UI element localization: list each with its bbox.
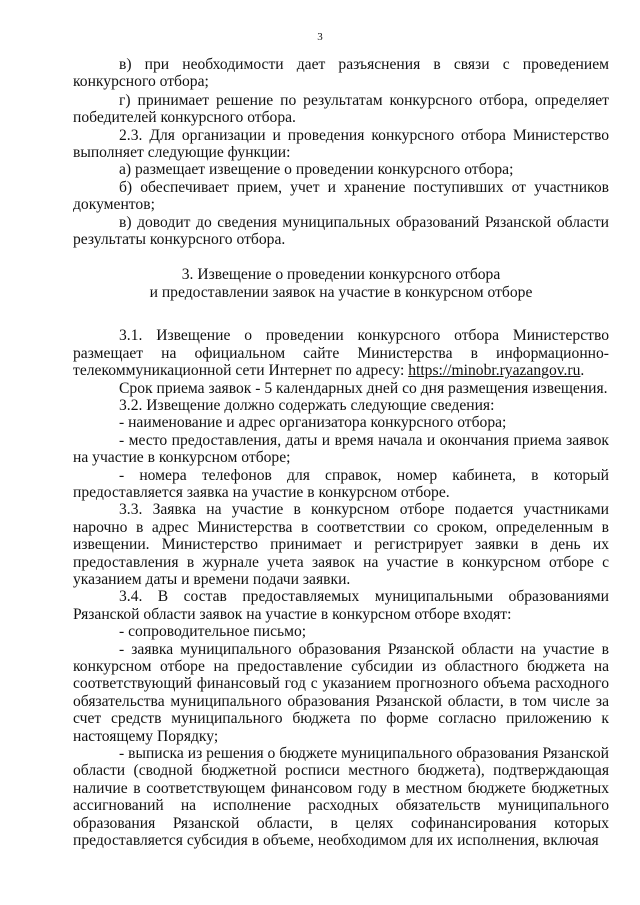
section-heading-line-2: и предоставлении заявок на участие в конкурсном отборе [149, 283, 533, 301]
paragraph: 3.2. Извещение должно содержать следующие сведения: [119, 396, 495, 414]
paragraph: - заявка муниципального образования Рязанской области на участие в конкурсном отборе на предоставление субсидии из областного бюджета на соответствующий финансовый год с указанием прогнозного объема расходного обязательства муниципального образования Рязанской области, в том числе за счет средств муниципального бюджета по форме согласно приложению к настоящему Порядку; [73, 640, 609, 745]
paragraph: 2.3. Для организации и проведения конкурсного отбора Министерство выполняет следующие функции: [73, 126, 609, 162]
paragraph: - место предоставления, даты и время начала и окончания приема заявок на участие в конкурсном отборе; [73, 431, 609, 467]
document-body [73, 56, 609, 849]
ministry-website-link[interactable]: https://minobr.ryazangov.ru [408, 362, 581, 380]
paragraph: 3.4. В состав предоставляемых муниципальными образованиями Рязанской области заявок на участие в конкурсном отборе входят: [73, 588, 609, 623]
paragraph: - номера телефонов для справок, номер кабинета, в который предоставляется заявка на участие в конкурсном отборе. [73, 466, 609, 501]
paragraph: в) доводит до сведения муниципальных образований Рязанской области результаты конкурсного отбора. [73, 213, 609, 249]
paragraph-3-1 [73, 327, 609, 379]
paragraph: г) принимает решение по результатам конкурсного отбора, определяет победителей конкурсного отбора. [73, 91, 609, 127]
paragraph: - наименование и адрес организатора конкурсного отбора; [119, 414, 507, 432]
section-heading [73, 266, 609, 301]
paragraph: а) размещает извещение о проведении конкурсного отбора; [119, 161, 514, 179]
paragraph: Срок приема заявок - 5 календарных дней со дня размещения извещения. [119, 379, 608, 397]
paragraph-3-1-text: 3.1. Извещение о проведении конкурсного отбора Министерство размещает на официальном сайте Министерства в информационно-телекоммуникационной сети Интернет по адресу: [73, 327, 609, 380]
paragraph: 3.3. Заявка на участие в конкурсном отборе подается участниками нарочно в адрес Министерства в соответствии со сроком, определенным в извещении. Министерство принимает и регистрирует заявки в день их предоставления в журнале учета заявок на участие в конкурсном отборе с указанием даты и времени подачи заявки. [73, 501, 609, 588]
paragraph-3-1-end: . [580, 362, 585, 380]
section-heading-line-1: 3. Извещение о проведении конкурсного отбора [181, 266, 501, 284]
paragraph: б) обеспечивает прием, учет и хранение поступивших от участников документов; [73, 178, 609, 214]
paragraph: - сопроводительное письмо; [119, 623, 307, 641]
paragraph: в) при необходимости дает разъяснения в связи с проведением конкурсного отбора; [73, 56, 609, 91]
paragraph: - выписка из решения о бюджете муниципального образования Рязанской области (сводной бюджетной росписи местного бюджета), подтверждающая наличие в соответствующем финансовом году в местном бюджете бюджетных ассигнований на исполнение расходных обязательств муниципального образования Рязанской области, в целях софинансирования которых предоставляется субсидия в объеме, необходимом для их исполнения, включая [73, 745, 609, 850]
page-number: 3 [317, 31, 323, 43]
